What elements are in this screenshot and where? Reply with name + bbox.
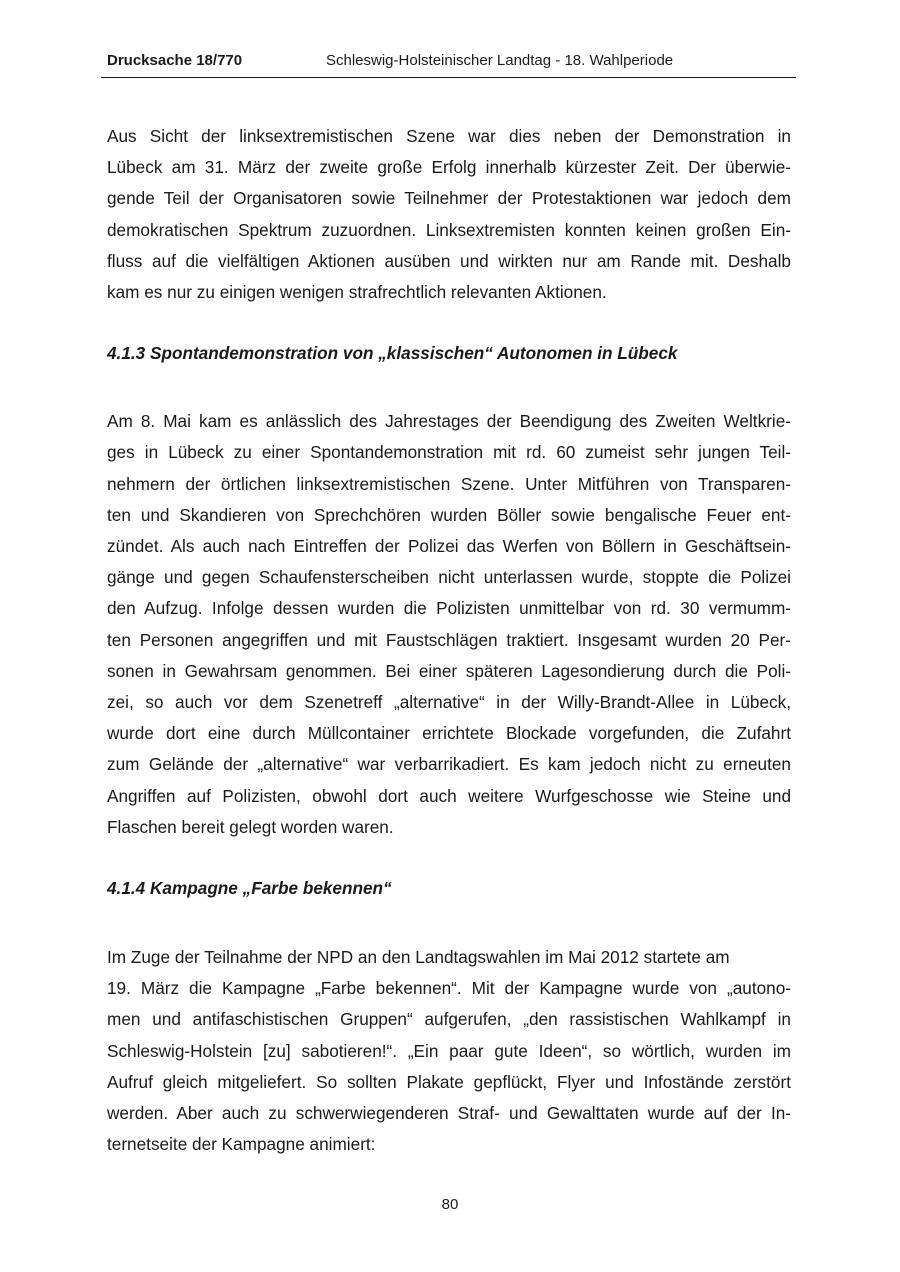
page-number: 80 (441, 1196, 459, 1213)
text-line: zündet. Als auch nach Eintreffen der Polizei das Werfen von Böllern in Geschäftsein- (107, 536, 791, 557)
text-line: den Aufzug. Infolge dessen wurden die Polizisten unmittelbar von rd. 30 vermumm- (107, 598, 791, 619)
paragraph-1 (107, 121, 791, 308)
text-line: Angriffen auf Polizisten, obwohl dort auch weitere Wurfgeschosse wie Steine und (107, 785, 791, 806)
header-title: Schleswig-Holsteinischer Landtag - 18. Wahlperiode (326, 52, 674, 69)
text-line: ten Personen angegriffen und mit Faustschlägen traktiert. Insgesamt wurden 20 Per- (107, 629, 791, 650)
text-line: wurde dort eine durch Müllcontainer errichtete Blockade vorgefunden, die Zufahrt (107, 723, 791, 744)
text-line: Im Zuge der Teilnahme der NPD an den Landtagswahlen im Mai 2012 startete am (107, 947, 730, 968)
text-line: ges in Lübeck zu einer Spontandemonstration mit rd. 60 zumeist sehr jungen Teil- (107, 442, 791, 463)
text-line: Am 8. Mai kam es anlässlich des Jahrestages der Beendigung des Zweiten Weltkrie- (107, 411, 791, 432)
text-line: gänge und gegen Schaufensterscheiben nicht unterlassen wurde, stoppte die Polizei (107, 567, 791, 588)
text-line: sonen in Gewahrsam genommen. Bei einer späteren Lagesondierung durch die Poli- (107, 660, 791, 681)
page-header (101, 50, 796, 78)
text-line: demokratischen Spektrum zuzuordnen. Linksextremisten konnten keinen großen Ein- (107, 219, 791, 240)
text-line: Flaschen bereit gelegt worden waren. (107, 816, 394, 837)
text-line: nehmern der örtlichen linksextremistischen Szene. Unter Mitführen von Transparen- (107, 473, 791, 494)
text-line: Lübeck am 31. März der zweite große Erfolg innerhalb kürzester Zeit. Der überwie- (107, 157, 791, 178)
section-heading-4-1-4: 4.1.4 Kampagne „Farbe bekennen“ (107, 878, 392, 899)
text-line: zei, so auch vor dem Szenetreff „alternative“ in der Willy-Brandt-Allee in Lübeck, (107, 692, 791, 713)
text-line: Aus Sicht der linksextremistischen Szene war dies neben der Demonstration in (107, 126, 791, 146)
paragraph-3 (107, 942, 791, 1160)
page-body (107, 121, 791, 1160)
text-line: ten und Skandieren von Sprechchören wurden Böller sowie bengalische Feuer ent- (107, 504, 791, 525)
text-line: Schleswig-Holstein [zu] sabotieren!“. „Ein paar gute Ideen“, so wörtlich, wurden im (107, 1040, 791, 1061)
text-line: men und antifaschistischen Gruppen“ aufgerufen, „den rassistischen Wahlkampf in (107, 1009, 791, 1030)
document-number: Drucksache 18/770 (107, 52, 243, 69)
text-line: zum Gelände der „alternative“ war verbarrikadiert. Es kam jedoch nicht zu erneuten (107, 754, 791, 775)
text-line: kam es nur zu einigen wenigen strafrechtlich relevanten Aktionen. (107, 282, 607, 303)
section-heading-4-1-3: 4.1.3 Spontandemonstration von „klassischen“ Autonomen in Lübeck (107, 343, 678, 364)
text-line: 19. März die Kampagne „Farbe bekennen“. Mit der Kampagne wurde von „autono- (107, 978, 791, 999)
text-line: gende Teil der Organisatoren sowie Teilnehmer der Protestaktionen war jedoch dem (107, 188, 791, 209)
text-line: Aufruf gleich mitgeliefert. So sollten Plakate gepflückt, Flyer und Infostände zerstört (107, 1071, 791, 1092)
text-line: ternetseite der Kampagne animiert: (107, 1134, 376, 1155)
text-line: fluss auf die vielfältigen Aktionen ausüben und wirkten nur am Rande mit. Deshalb (107, 250, 791, 271)
text-line: werden. Aber auch zu schwerwiegenderen Straf- und Gewalttaten wurde auf der In- (107, 1103, 791, 1124)
paragraph-2 (107, 406, 791, 843)
